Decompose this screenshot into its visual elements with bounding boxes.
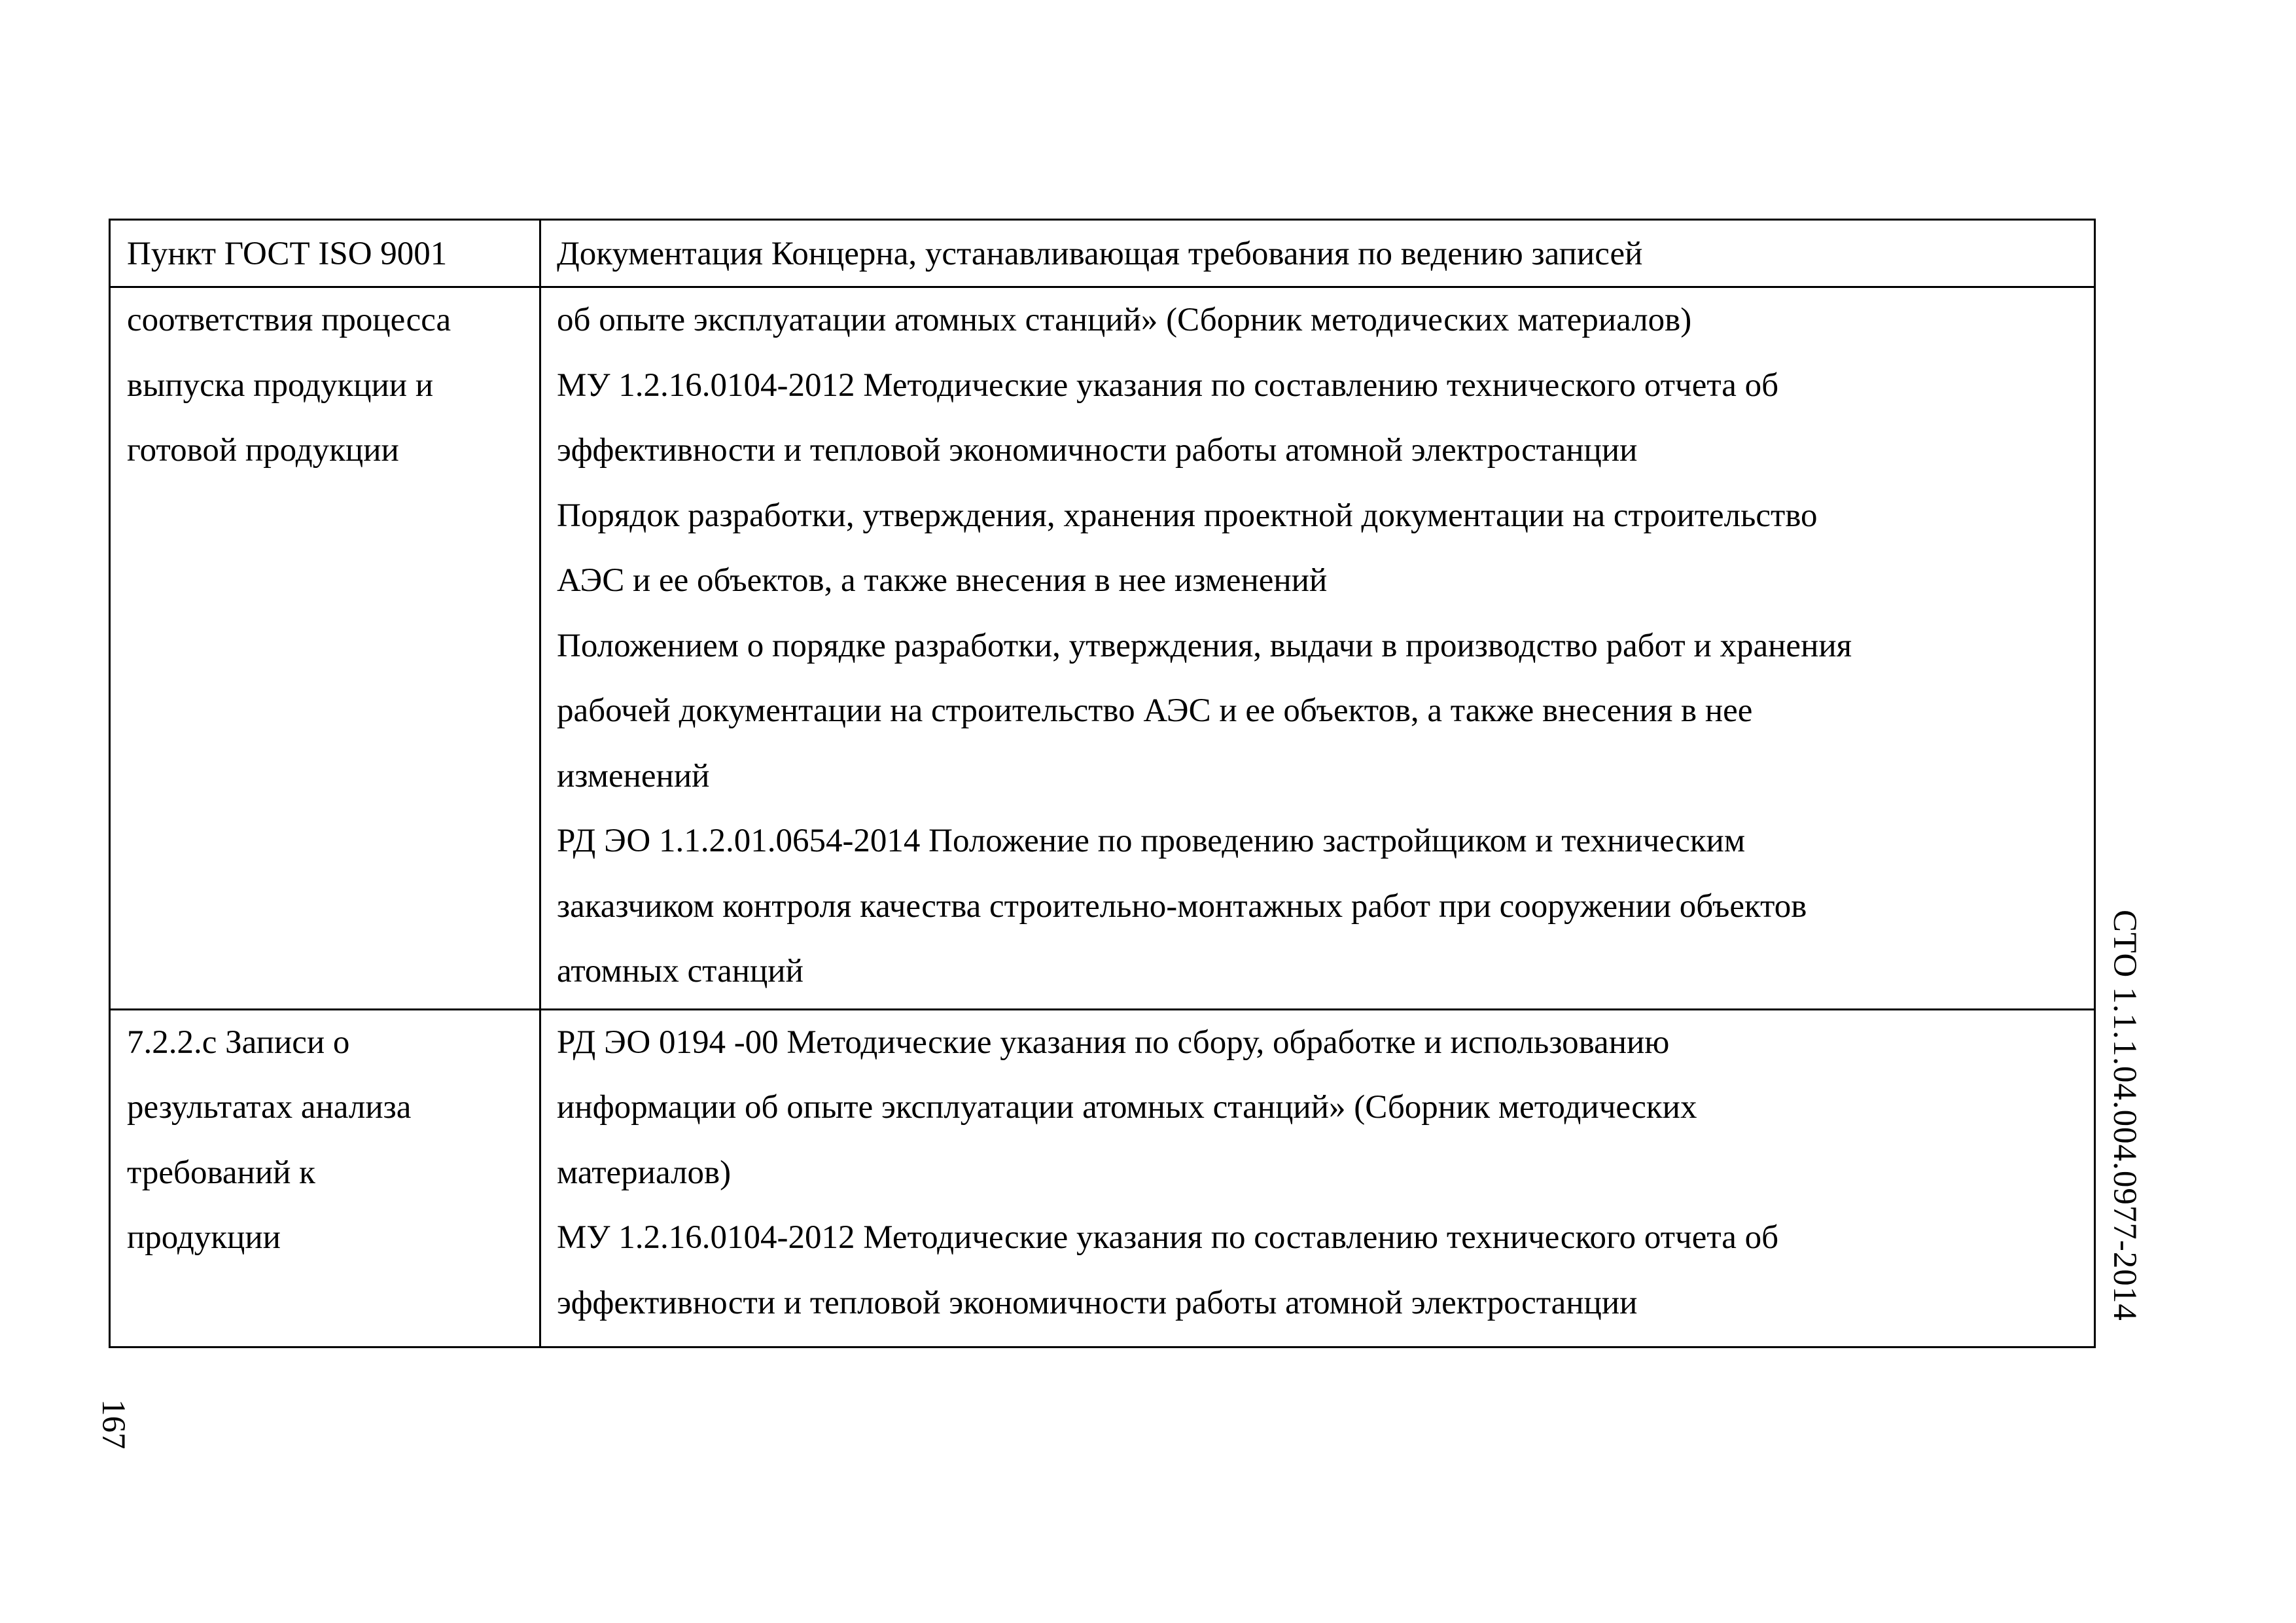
cell-line: заказчиком контроля качества строительно-монтажных работ при сооружении объектов [557, 887, 1807, 925]
header-text: Документация Концерна, устанавливающая требования по ведению записей [557, 236, 1643, 272]
cell-line: выпуска продукции и [127, 366, 434, 404]
cell-line: 7.2.2.с Записи о [127, 1024, 350, 1061]
cell-line: об опыте эксплуатации атомных станций» (Сборник методических материалов) [557, 302, 1692, 338]
cell-line: РД ЭО 1.1.2.01.0654-2014 Положение по проведению застройщиком и техническим [557, 823, 1746, 859]
cell-line: РД ЭО 0194 -00 Методические указания по сбору, обработке и использованию [557, 1024, 1670, 1061]
cell-line: Порядок разработки, утверждения, хранения проектной документации на строительство [557, 497, 1818, 534]
cell-line: соответствия процесса [127, 302, 451, 338]
cell-line: эффективности и тепловой экономичности работы атомной электростанции [557, 1284, 1638, 1321]
header-cell-concern-documentation [540, 220, 2095, 287]
clause-cell [110, 1009, 540, 1347]
cell-line: МУ 1.2.16.0104-2012 Методические указания по составлению технического отчета об [557, 366, 1779, 404]
documentation-cell [540, 1009, 2095, 1347]
cell-line: АЭС и ее объектов, а также внесения в нее изменений [557, 562, 1328, 599]
cell-line: рабочей документации на строительство АЭС и ее объектов, а также внесения в нее [557, 692, 1753, 729]
cell-line: эффективности и тепловой экономичности работы атомной электростанции [557, 432, 1638, 469]
cell-line: изменений [557, 757, 710, 794]
cell-line: материалов) [557, 1154, 732, 1191]
table-header-row [110, 220, 2095, 287]
cell-line: Положением о порядке разработки, утверждения, выдачи в производство работ и хранения [557, 627, 1852, 664]
documentation-cell [540, 287, 2095, 1010]
page-number: 167 [95, 1399, 132, 1450]
records-table [109, 219, 2096, 1348]
header-text: Пункт ГОСТ ISO 9001 [127, 236, 448, 272]
cell-line: результатах анализа [127, 1089, 412, 1126]
cell-line: атомных станций [557, 953, 804, 990]
cell-line: информации об опыте эксплуатации атомных станций» (Сборник методических [557, 1089, 1697, 1126]
table-row [110, 287, 2095, 1010]
clause-cell [110, 287, 540, 1010]
cell-line: продукции [127, 1219, 281, 1256]
table-row [110, 1009, 2095, 1347]
cell-line: требований к [127, 1154, 315, 1191]
cell-line: МУ 1.2.16.0104-2012 Методические указания по составлению технического отчета об [557, 1219, 1779, 1256]
document-code: СТО 1.1.1.04.004.0977-2014 [2106, 910, 2143, 1321]
header-cell-gost-clause [110, 220, 540, 287]
cell-line: готовой продукции [127, 432, 399, 469]
